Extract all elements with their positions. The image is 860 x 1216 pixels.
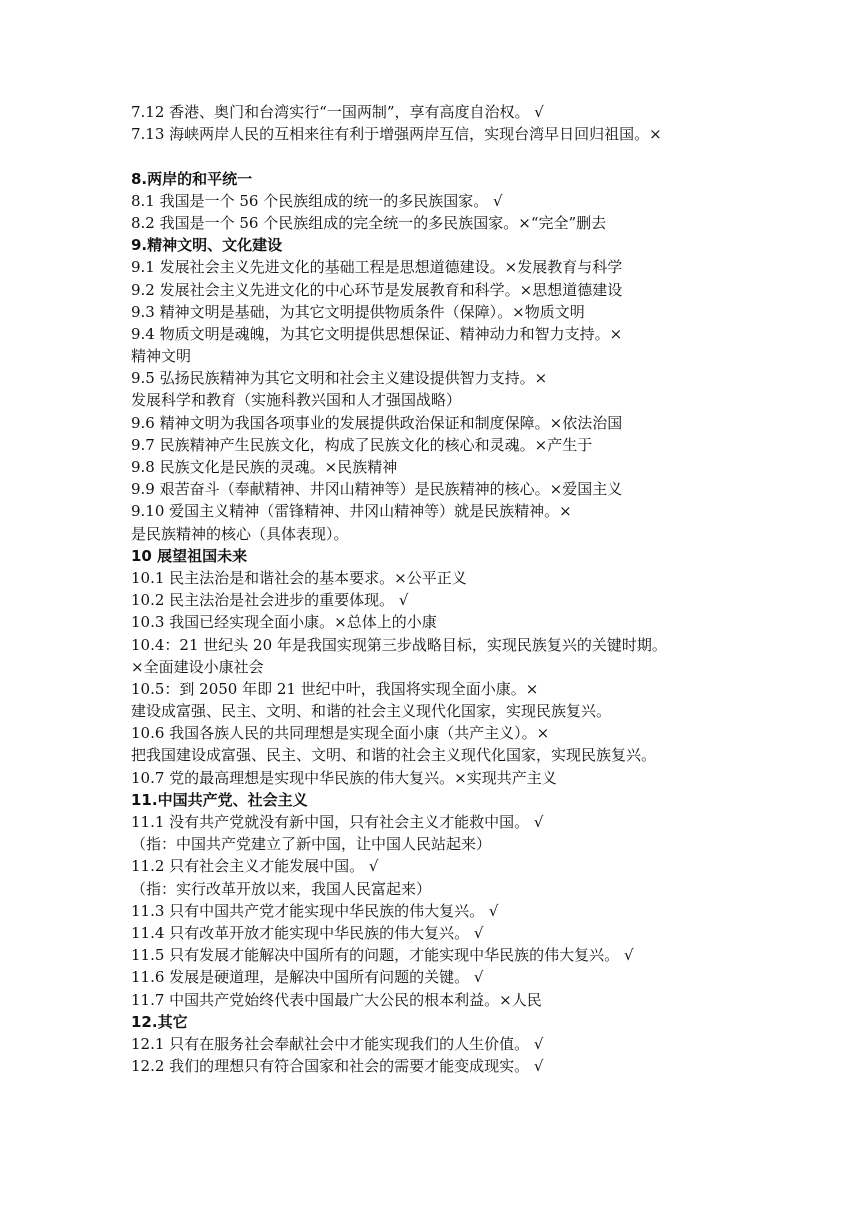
document-page xyxy=(131,101,831,1077)
text-line: 9.2 发展社会主义先进文化的中心环节是发展教育和科学。×思想道德建设 xyxy=(131,280,623,299)
text-line: 9.7 民族精神产生民族文化，构成了民族文化的核心和灵魂。×产生于 xyxy=(131,435,593,454)
text-line: 10.5：到 2050 年即 21 世纪中叶，我国将实现全面小康。× xyxy=(131,679,539,698)
text-line: 9.10 爱国主义精神（雷锋精神、井冈山精神等）就是民族精神。× xyxy=(131,502,572,521)
text-line: 7.13 海峡两岸人民的互相来往有利于增强两岸互信，实现台湾早日回归祖国。× xyxy=(131,125,662,144)
text-line: 9.4 物质文明是魂魄，为其它文明提供思想保证、精神动力和智力支持。× xyxy=(131,324,623,343)
text-line: 12.1 只有在服务社会奉献社会中才能实现我们的人生价值。 √ xyxy=(131,1034,544,1053)
section-heading: 10 展望祖国未来 xyxy=(131,546,248,565)
text-line: 7.12 香港、奥门和台湾实行“一国两制”，享有高度自治权。 √ xyxy=(131,103,544,121)
text-line: 把我国建设成富强、民主、文明、和谐的社会主义现代化国家，实现民族复兴。 xyxy=(131,746,657,765)
section-heading: 11.中国共产党、社会主义 xyxy=(131,790,308,809)
blank-line xyxy=(131,145,831,167)
text-line: 建设成富强、民主、文明、和谐的社会主义现代化国家，实现民族复兴。 xyxy=(131,702,612,721)
text-line: 9.6 精神文明为我国各项事业的发展提供政治保证和制度保障。×依法治国 xyxy=(131,413,623,432)
text-line: 9.3 精神文明是基础，为其它文明提供物质条件（保障）。×物质文明 xyxy=(131,302,585,321)
text-line: 11.6 发展是硬道理，是解决中国所有问题的关键。 √ xyxy=(131,968,484,987)
section-heading: 9.精神文明、文化建设 xyxy=(131,236,283,255)
section-heading: 8.两岸的和平统一 xyxy=(131,169,253,188)
text-line: 10.2 民主法治是社会进步的重要体现。 √ xyxy=(131,591,409,610)
text-line: （指：中国共产党建立了新中国，让中国人民站起来） xyxy=(131,835,492,854)
text-line: 12.2 我们的理想只有符合国家和社会的需要才能变成现实。 √ xyxy=(131,1057,544,1076)
text-line: 9.5 弘扬民族精神为其它文明和社会主义建设提供智力支持。× xyxy=(131,369,548,388)
text-line: 8.1 我国是一个 56 个民族组成的统一的多民族国家。 √ xyxy=(131,191,503,210)
section-heading: 12.其它 xyxy=(131,1012,188,1031)
text-line: 10.4：21 世纪头 20 年是我国实现第三步战略目标，实现民族复兴的关键时期。 xyxy=(131,635,667,654)
text-line: 是民族精神的核心（具体表现）。 xyxy=(131,524,349,543)
text-line: 9.1 发展社会主义先进文化的基础工程是思想道德建设。×发展教育与科学 xyxy=(131,258,623,277)
text-line: 精神文明 xyxy=(131,347,192,366)
text-line: 发展科学和教育（实施科教兴国和人才强国战略） xyxy=(131,391,462,410)
text-line: 10.1 民主法治是和谐社会的基本要求。×公平正义 xyxy=(131,568,467,587)
text-line: 9.8 民族文化是民族的灵魂。×民族精神 xyxy=(131,458,398,476)
text-line: ×全面建设小康社会 xyxy=(131,657,264,676)
text-line: 11.5 只有发展才能解决中国所有的问题，才能实现中华民族的伟大复兴。 √ xyxy=(131,946,634,965)
text-line: 11.7 中国共产党始终代表中国最广大公民的根本利益。×人民 xyxy=(131,990,542,1009)
text-line: 8.2 我国是一个 56 个民族组成的完全统一的多民族国家。×“完全”删去 xyxy=(131,213,607,232)
text-line: 10.3 我国已经实现全面小康。×总体上的小康 xyxy=(131,613,437,632)
text-line: 10.6 我国各族人民的共同理想是实现全面小康（共产主义）。× xyxy=(131,724,550,743)
text-line: 11.3 只有中国共产党才能实现中华民族的伟大复兴。 √ xyxy=(131,901,499,920)
text-line: 11.1 没有共产党就没有新中国，只有社会主义才能救中国。 √ xyxy=(131,813,544,831)
text-line: 11.2 只有社会主义才能发展中国。 √ xyxy=(131,857,379,876)
text-line: 9.9 艰苦奋斗（奉献精神、井冈山精神等）是民族精神的核心。×爱国主义 xyxy=(131,480,623,499)
text-line: 11.4 只有改革开放才能实现中华民族的伟大复兴。 √ xyxy=(131,923,484,942)
text-line: 10.7 党的最高理想是实现中华民族的伟大复兴。×实现共产主义 xyxy=(131,768,557,787)
text-line: （指：实行改革开放以来，我国人民富起来） xyxy=(131,879,432,898)
